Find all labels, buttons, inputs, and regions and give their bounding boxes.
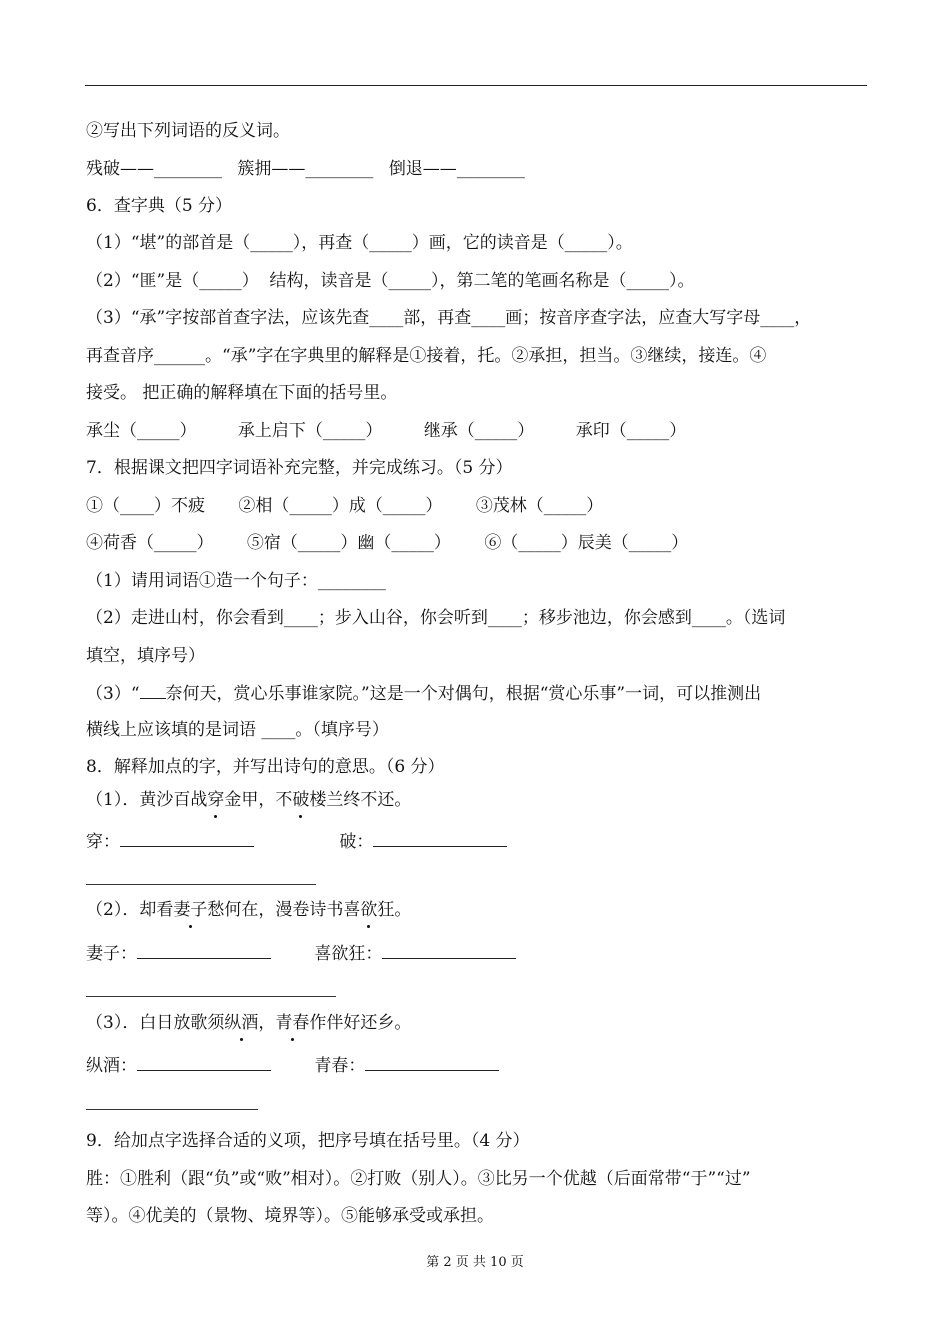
meaning-item[interactable]: 承印（_____） (575, 421, 687, 441)
q9-line-2: 等）。④优美的（景物、境界等）。⑤能够承受或承担。 (86, 1206, 494, 1226)
antonym-item: 簇拥—— (237, 159, 306, 179)
q9-title: 9．给加点字选择合适的义项，把序号填在括号里。（4 分） (86, 1131, 530, 1151)
q5-antonym-row (86, 158, 870, 180)
idiom-item[interactable]: ①（____）不疲 (86, 496, 205, 516)
answer-line[interactable] (86, 996, 336, 997)
q7-sub-2a: （2）走进山村，你会看到____；步入山谷，你会听到____；移步池边，你会感到____。（选词 (86, 608, 786, 628)
q7-sub-3b: 横线上应该填的是词语 ____。（填序号） (86, 720, 389, 740)
dotted-char: 穿 (207, 790, 225, 810)
q8-poem-3: （3）．白日放歌须纵酒，青春作伴好还乡。 (86, 1013, 412, 1033)
antonym-item: 残破—— (86, 159, 154, 179)
answer-blank[interactable] (120, 830, 254, 847)
answer-line[interactable] (86, 1109, 258, 1110)
answer-blank[interactable] (373, 830, 507, 847)
q6-title: 6．查字典（5 分） (86, 196, 233, 216)
q8-answer-row-2: 妻子： 喜欲狂： (86, 942, 870, 965)
q7-title: 7．根据课文把四字词语补充完整，并完成练习。（5 分） (86, 458, 513, 478)
idiom-item[interactable]: ⑤宿（_____）幽（_____） (246, 533, 451, 553)
q5-antonym-prompt: ②写出下列词语的反义词。 (86, 121, 290, 141)
dotted-char: 喜欲狂 (343, 900, 395, 920)
q6-line-4: 再查音序______。“承”字在字典里的解释是①接着，托。②承担，担当。③继续，接连。④ (86, 346, 767, 366)
answer-blank[interactable] (365, 1054, 499, 1071)
answer-blank[interactable] (140, 682, 166, 699)
q7-row-1 (86, 495, 870, 517)
q8-poem-2: （2）．却看妻子愁何在，漫卷诗书喜欲狂。 (86, 900, 412, 920)
idiom-item[interactable]: ③茂林（_____） (475, 496, 604, 516)
q6-line-1: （1）“堪”的部首是（_____），再查（_____）画，它的读音是（_____）。 (86, 233, 633, 253)
answer-blank[interactable] (382, 942, 516, 959)
antonym-blank[interactable]: ________ (154, 159, 222, 179)
dotted-char: 青春 (275, 1013, 310, 1033)
answer-line[interactable] (86, 884, 316, 885)
dotted-char: 妻子 (173, 900, 208, 920)
page-footer: 第 2 页 共 10 页 (426, 1255, 524, 1270)
q8-answer-row-3: 纵酒： 青春： (86, 1054, 870, 1077)
q7-sub-1: （1）请用词语①造一个句子：________ (86, 571, 386, 591)
q6-line-5: 接受。 把正确的解释填在下面的括号里。 (86, 383, 398, 403)
answer-blank[interactable] (137, 942, 271, 959)
q8-poem-1: （1）．黄沙百战穿金甲，不破楼兰终不还。 (86, 790, 412, 810)
meaning-item[interactable]: 承上启下（_____） (237, 421, 383, 441)
q7-sub-3a: （3）“ 奈何天，赏心乐事谁家院。”这是一个对偶句，根据“赏心乐事”一词，可以推测出 (86, 684, 762, 704)
q7-row-2 (86, 532, 870, 554)
idiom-item[interactable]: ⑥（_____）辰美（_____） (484, 533, 689, 553)
antonym-blank[interactable]: ________ (456, 159, 525, 179)
meaning-item[interactable]: 承尘（_____） (86, 421, 197, 441)
q6-meaning-row (86, 420, 870, 442)
header-rule (85, 85, 867, 86)
q6-line-2: （2）“匪”是（_____） 结构，读音是（_____），第二笔的笔画名称是（_____）。 (86, 271, 695, 291)
idiom-item[interactable]: ②相（_____）成（_____） (238, 496, 443, 516)
idiom-item[interactable]: ④荷香（_____） (86, 533, 214, 553)
q8-title: 8．解释加点的字，并写出诗句的意思。（6 分） (86, 757, 445, 777)
q6-line-3: （3）“承”字按部首查字法，应该先查____部，再查____画；按音序查字法，应查大写字母____， (86, 308, 812, 328)
q7-sub-2b: 填空，填序号） (86, 646, 205, 666)
dotted-char: 纵酒 (224, 1013, 259, 1033)
dotted-char: 破 (292, 790, 310, 810)
q8-answer-row-1: 穿： 破： (86, 830, 870, 853)
meaning-item[interactable]: 继承（_____） (423, 421, 535, 441)
q9-line-1: 胜：①胜利（跟“负”或“败”相对）。②打败（别人）。③比另一个优越（后面常带“于”“过” (86, 1169, 751, 1189)
antonym-item: 倒退—— (388, 159, 457, 179)
answer-blank[interactable] (137, 1054, 271, 1071)
antonym-blank[interactable]: ________ (305, 159, 374, 179)
